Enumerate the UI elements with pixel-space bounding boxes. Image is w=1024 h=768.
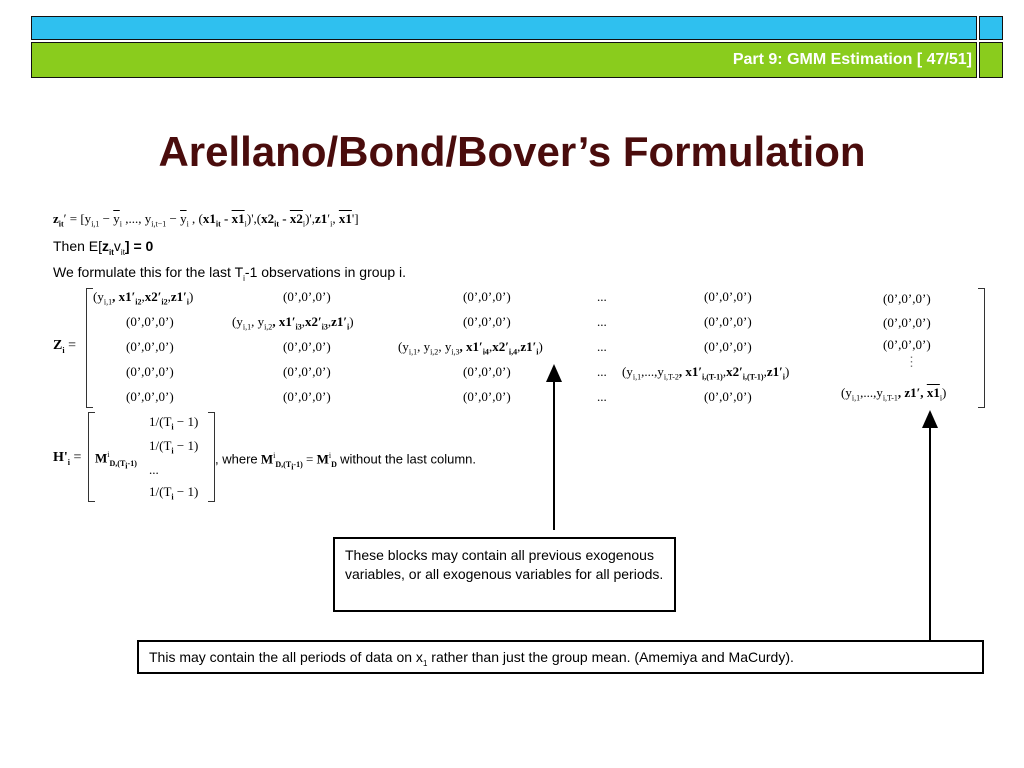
z-row3-ellipsis: ... xyxy=(597,339,607,354)
arrow-head-periods xyxy=(922,410,938,428)
h-entry-ellipsis: ... xyxy=(149,462,159,477)
z-row3-col2: (0’,0’,0’) xyxy=(283,339,331,354)
z-row2-ellipsis: ... xyxy=(597,314,607,329)
slide-title: Arellano/Bond/Bover’s Formulation xyxy=(158,128,866,175)
z-row5-col2: (0’,0’,0’) xyxy=(283,389,331,404)
h-left-bracket xyxy=(88,412,95,502)
z-row3-col5: (0’,0’,0’) xyxy=(704,339,752,354)
z-row5-col3: (0’,0’,0’) xyxy=(463,389,511,404)
z-row4-col1: (0’,0’,0’) xyxy=(126,364,174,379)
z-row3-col6: (0’,0’,0’) xyxy=(883,337,931,352)
z-vdots: ⋮ xyxy=(905,354,918,369)
z-row5-col1: (0’,0’,0’) xyxy=(126,389,174,404)
callout-periods: This may contain the all periods of data on $x_1$ rather than just the group mean. (Amemiya and MaCurdy). xyxy=(137,640,984,674)
z-row2-col5: (0’,0’,0’) xyxy=(704,314,752,329)
header-green-square xyxy=(979,42,1003,78)
header-top-bar xyxy=(31,16,977,40)
h-right-bracket xyxy=(208,412,215,502)
h-entry-1: $1/(T_i - 1)$ xyxy=(149,414,199,432)
z-matrix-right-bracket xyxy=(978,288,985,408)
zi-label: $Z_i$ = xyxy=(53,338,76,355)
z-row2-col1: (0’,0’,0’) xyxy=(126,314,174,329)
z-row4-col3: (0’,0’,0’) xyxy=(463,364,511,379)
z-row1-col3: (0’,0’,0’) xyxy=(463,289,511,304)
z-row2-col2: ($y_{i,1}$, $y_{i,2}$, $x1'_{i3},x2'_{i3},z1'_i$) xyxy=(232,314,354,332)
z-row2-col3: (0’,0’,0’) xyxy=(463,314,511,329)
part-label: Part 9: GMM Estimation [ 47/51] xyxy=(732,51,972,68)
z-row5-col6: ($y_{i,1},...,y_{i,T-1}$, z1′, $x1_i$) xyxy=(841,385,947,403)
zit-definition: $z_{it}' = [y_{i,1} - \overline{y}_i$ ,..., $y_{i,t-1} - \overline{y}_i$ , $(x1_{it} - x1_i)',(x2_{it} - x2_i)',z1'_i$, x1'] xyxy=(53,211,359,229)
z-row4-ellipsis: ... xyxy=(597,364,607,379)
h-entry-3: $1/(T_i - 1)$ xyxy=(149,484,199,502)
header-top-square xyxy=(979,16,1003,40)
z-row1-col1: ($y_{i,1}$, $x1'_{i2},x2'_{i2},z1'_i$) xyxy=(93,289,194,307)
hi-label: $H'_i$ = xyxy=(53,450,82,467)
z-row3-col1: (0’,0’,0’) xyxy=(126,339,174,354)
h-where-clause: , where $M^i_{D,(T_i-1)} = M^i_D$ without the last column. xyxy=(215,451,476,472)
arrow-line-periods xyxy=(929,424,931,640)
formulate-line: We formulate this for the last $T_i-1$ observations in group i. xyxy=(53,264,406,283)
z-row5-ellipsis: ... xyxy=(597,389,607,404)
callout-blocks: These blocks may contain all previous exogenous variables, or all exogenous variables for all periods. xyxy=(333,537,676,612)
z-matrix-left-bracket xyxy=(86,288,93,408)
z-row4-col5: ($y_{i,1},...,y_{i,T-2}$, $x1'_{i,(T-1)},x2'_{i,(T-1)},z1'_i$) xyxy=(622,364,790,382)
h-entry-2: $1/(T_i - 1)$ xyxy=(149,438,199,456)
z-row3-col3: ($y_{i,1}$, $y_{i,2}$, $y_{i,3}$, $x1'_{i4},x2'_{i,4},z1'_i$) xyxy=(398,339,543,357)
then-line: Then $E[z_{it}v_{it}] = 0$ xyxy=(53,238,154,257)
h-md-matrix: $M^i_{D,(T_i-1)}$ xyxy=(95,450,137,471)
z-row5-col5: (0’,0’,0’) xyxy=(704,389,752,404)
z-row2-col6: (0’,0’,0’) xyxy=(883,315,931,330)
z-row1-ellipsis: ... xyxy=(597,289,607,304)
z-row1-col6: (0’,0’,0’) xyxy=(883,291,931,306)
z-row1-col5: (0’,0’,0’) xyxy=(704,289,752,304)
z-row1-col2: (0’,0’,0’) xyxy=(283,289,331,304)
arrow-head-blocks xyxy=(546,364,562,382)
arrow-line-blocks xyxy=(553,378,555,530)
z-row4-col2: (0’,0’,0’) xyxy=(283,364,331,379)
